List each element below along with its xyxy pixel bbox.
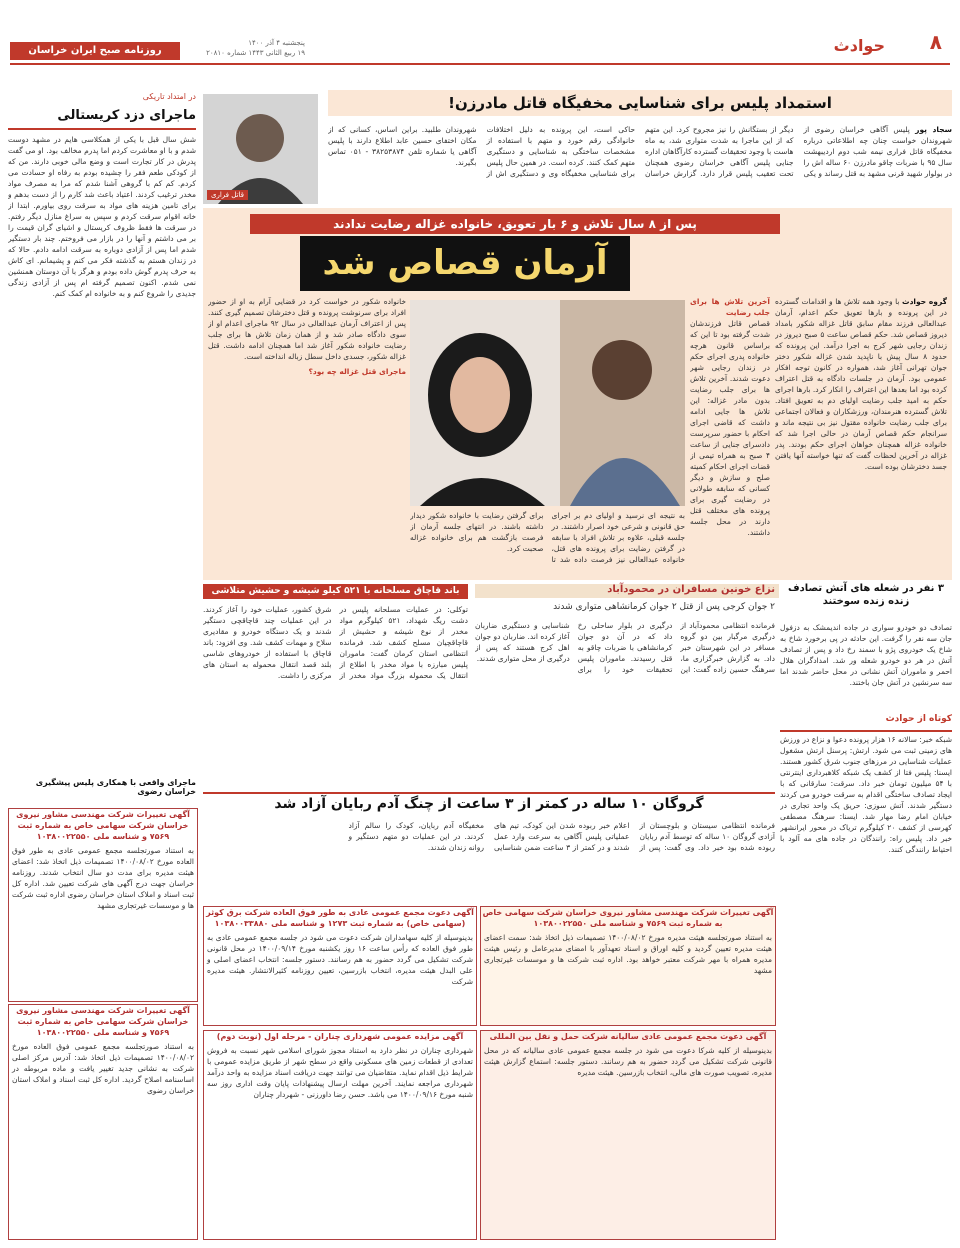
- ad-5: [203, 1030, 477, 1240]
- conflict-subhead: ۲ جوان کرجی پس از قتل ۲ جوان کرمانشاهی متواری شدند: [553, 602, 775, 612]
- accident-headline: ۳ نفر در شعله های آتش تصادف زنده زنده سوختند: [788, 583, 944, 607]
- section-title: حوادث: [833, 36, 885, 55]
- ad-3-body: بدینوسیله از کلیه سهامداران شرکت دعوت می شود در جلسه مجمع عمومی عادی به طور فوق العاده که رأس ساعت ۱۶ روز یکشنبه مورخ ۱۴۰۰/۰۹/۱۴ در محل قانونی شرکت تشکیل می گردد حضور به هم رسانند. دستور جلسه: انتخاب اعضای اصلی و علی البدل هیئت مدیره، انتخاب بازرسین، تعیین روزنامه کثیرالانتشار. هیئت مدیره شرکت: [207, 933, 474, 986]
- ad-1-body: به استناد صورتجلسه مجمع عمومی عادی به طور فوق العاده مورخ ۱۴۰۰/۰۸/۰۲ تصمیمات ذیل اتخاذ شد: اعضای هیئت مدیره برای مدت دو سال انتخاب شدند. روزنامه خراسان جهت درج آگهی های شرکت تعیین شد. اداره کل ثبت اسناد و املاک استان خراسان رضوی اداره ثبت شرکت ها و موسسات غیرتجاری مشهد: [12, 846, 194, 910]
- ad-3: [203, 906, 477, 1026]
- main-kicker: پس از ۸ سال تلاش و ۶ بار تعویق، خانواده غزاله رضایت ندادند: [250, 214, 780, 234]
- sidebar-body: شش سال قبل با یکی از همکلاسی هایم در مشهد دوست شدم و با او معاشرت کردم اما پدرم مخالف بود. او می گفت پدرش در کار تجارت است و وضع مالی خوبی دارند. من که از کودکی طعم فقر را چشیده بودم به رفاه او حسادت می کردم. کم کم با گروهی آشنا شدم که مرا به مصرف مواد مخدر ترغیب کردند. اعتیاد باعث شد کارم را از دست بدهم و برای تامین هزینه های مواد به سرقت روی بیاورم. ابتدا از خانه اقوام سرقت کردم و سپس به سراغ منازل دیگر رفتم. در سرقت ها فقط ظروف کریستال و اشیای گران قیمت را بر می داشتم و آنها را در بازار می فروختم. چند بار دستگیر شدم اما پس از آزادی دوباره به سرقت ادامه دادم. حالا که در زندان هستم به گذشته فکر می کنم و پشیمانم. ای کاش به حرف پدرم گوش داده بودم و هرگز با آن دوستان همنشین نمی شدم. اکنون تصمیم گرفته ام پس از آزادی زندگی جدیدی را شروع کنم و به خانواده ام کمک کنم.: [8, 135, 196, 298]
- main-intro-label: گروه حوادث: [902, 297, 947, 306]
- date-issue: ۱۹ ربیع الثانی ۱۴۴۳ شماره ۲۰۸۱۰: [206, 49, 305, 57]
- main-photo: [410, 300, 685, 506]
- people-photo-icon: [410, 300, 685, 506]
- short-news-title: کوتاه از حوادث: [780, 714, 952, 732]
- main-intro-text: با وجود همه تلاش ها و اقدامات گسترده در این پرونده و بارها تعویق حکم اعدام، آرمان عبدالعالی فرزند مقام سابق قاتل غزاله شکور بامداد دیروز قصاص شد. حکم قصاص ساعت ۵ صبح دیروز در زندان رجایی شهر کرج به اجرا درآمد. این پرونده که حدود ۸ سال پیش با ناپدید شدن غزاله شکور دختر جوان تهرانی آغاز شد، همواره در کانون توجه افکار عمومی بود. آرمان در جلسات دادگاه به قتل اعتراف کرده بود اما بعدها این اعتراف را انکار کرد. بارها اجرای حکم به امید جلب رضایت اولیای دم به تعویق افتاد. تلاش گسترده هنرمندان، ورزشکاران و فعالان اجتماعی برای جلب رضایت خانواده مقتول نیز بی نتیجه ماند و سرانجام حکم قصاص آرمان در حالی اجرا شد که خانواده غزاله همچنان خواهان اجرای حکم بودند. پدر غزاله در آخرین لحظات گفت که تنها خواسته آنها یافتن جسد دخترشان بوده است.: [775, 297, 947, 471]
- ad-6-title: آگهی دعوت مجمع عمومی عادی سالیانه شرکت حمل و نقل بین المللی: [489, 1032, 767, 1041]
- sidebar-title: ماجرای دزد کریستالی: [8, 108, 196, 130]
- short-news-body: شبکه خبر: سالانه ۱۶ هزار پرونده دعوا و نزاع در ورزش های زمینی ثبت می شود. ارتش: پرسنل ارتش مشغول عملیات شناسایی در مرزهای جنوب شرق کشور هستند. ایسنا: پلیس فتا از کشف یک شبکه کلاهبرداری اینترنتی با ۵۴ میلیون تومان خبر داد. سرقت: سارقانی که با ایجاد تصادف ساختگی اقدام به سرقت خودرو می کردند دستگیر شدند. آتش سوزی: حریق یک واحد تجاری در خیابان امام رضا مهار شد. ایسنا: سرهنگ مصطفی کهرسی از کشف ۲۰ کیلوگرم تریاک در محور ایرانشهر خبر داد. پلیس راه: رانندگان در جاده های مه آلود با احتیاط رانندگی کنند.: [780, 735, 952, 854]
- main-column-right: [690, 296, 770, 576]
- main-column-left-text: خانواده شکور در خواست کرد در قضایی آرام به او از حضور افراد برای سرنوشت پرونده و قتل دخترشان تصمیم گیری کنند. پس از اعتراف آرمان عبدالعالی در سال ۹۲ ماجرای اعدام او از سوی دادگاه صادر شد و از همان زمان تلاش ها برای جلب رضایت خانواده شکور آغاز شد اما همچنان ادامه داشت. قتل غزاله شکور، جسدی داخل سطل زباله انداخته است.: [208, 297, 406, 361]
- date-persian: پنجشنبه ۴ آذر ۱۴۰۰: [248, 39, 305, 47]
- header-rule: [10, 63, 950, 65]
- main-column-right-text: قصاص قاتل فرزندشان شدت گرفته بود تا این که براساس قانون هرچه خانواده پدری اجرای حکم در زندان رجایی شهر دعوت شدند. آخرین تلاش ها برای جلب رضایت بدون مادر غزاله: این تلاش ها جایی ادامه داشت که قاضی اجرای احکام با حضور سرپرست دادسرای جنایی از ساعت ۴ صبح به همراه تیمی از قضات اجرای احکام کمیته صلح و سازش و دیگر کسانی که سابقه طولانی در رضایت گیری برای پرونده های مختلف قتل دارند در محل جلسه داشتند.: [690, 319, 770, 537]
- ad-5-body: شهرداری چناران در نظر دارد به استناد مجوز شورای اسلامی شهر نسبت به فروش تعدادی از قطعات زمین های مسکونی واقع در سطح شهر از طریق مزایده عمومی با شرایط ذیل اقدام نماید. متقاضیان می توانند جهت دریافت اسناد مزایده به واحد درآمد شهرداری مراجعه نمایند. آخرین مهلت ارسال پیشنهادات پایان وقت اداری روز سه شنبه مورخ ۱۴۰۰/۰۹/۱۶ می باشد. حسن رضا داورزنی - شهردار چناران: [207, 1046, 473, 1099]
- date-line: [185, 38, 305, 58]
- photo-caption: قاتل فراری: [207, 190, 248, 200]
- ad-2-body: به استناد صورتجلسه مجمع عمومی فوق العاده مورخ ۱۴۰۰/۰۸/۰۲ تصمیمات ذیل اتخاذ شد: آدرس مرکز اصلی شرکت به نشانی جدید تغییر یافت و ماده مربوطه در اساسنامه اصلاح گردید. اداره کل ثبت اسناد و املاک استان خراسان رضوی: [12, 1042, 194, 1095]
- smuggle-headline: باند قاچاق مسلحانه با ۵۲۱ کیلو شیشه و حشیش متلاشی شد: [203, 584, 468, 599]
- accident-body: تصادف دو خودرو سواری در جاده اندیمشک به دزفول جان سه نفر را گرفت. این حادثه در پی برخورد شاخ به شاخ یک خودروی پژو با سمند رخ داد و پس از تصادف آتش در هر دو خودرو شعله ور شد. امدادگران هلال احمر و ماموران آتش نشانی در محل حاضر شدند اما سه سرنشین در آتش جان باختند.: [780, 623, 952, 687]
- hostage-headline: گروگان ۱۰ ساله در کمتر از ۳ ساعت از چنگ آدم ربایان آزاد شد: [203, 792, 775, 818]
- ad-4-title: آگهی تغییرات شرکت مهندسی مشاور نیروی خراسان شرکت سهامی خاص به شماره ثبت ۷۵۶۹ و شناسه ملی ۱۰۳۸۰۰۲۲۵۵۰: [482, 908, 774, 928]
- main-column-mid: به نتیجه ای نرسید و اولیای دم بر اجرای حق قانونی و شرعی خود اصرار داشتند. در جلسه قبلی، علاوه بر تلاش افراد با سابقه در گرفتن رضایت برای پرونده های قتل، خانواده عبدالعالی نیز فرصت داده شد تا برای گرفتن رضایت با خانواده شکور دیدار داشته باشند. در انتهای جلسه آرمان از فرصت بازگشت هم برای خانواده غزاله صحبت کرد.: [410, 511, 685, 564]
- smuggle-body: توکلی: در عملیات مسلحانه پلیس در دشت ریگ شهداد، ۵۲۱ کیلوگرم مواد مخدر از نوع شیشه و حشیش از قاچاقچیان مسلح کشف شد. فرمانده انتظامی استان کرمان گفت: ماموران پلیس مبارزه با مواد مخدر با اطلاع از انتقال یک محموله بزرگ مواد مخدر از شرق کشور، عملیات خود را آغاز کردند. در این عملیات چند قاچاقچی دستگیر شدند و یک دستگاه خودرو و مقادیری سلاح و مهمات کشف شد. وی افزود: باند قاچاق با استفاده از خودروهای شاسی بلند قصد انتقال محموله به استان های مرکزی را داشت.: [203, 605, 468, 680]
- ad-1-title: آگهی تغییرات شرکت مهندسی مشاور نیروی خراسان شرکت سهامی خاص به شماره ثبت ۷۵۶۹ و شناسه ملی ۱۰۳۸۰۰۲۲۵۵۰: [16, 810, 190, 841]
- ad-4-body: به استناد صورتجلسه هیئت مدیره مورخ ۱۴۰۰/۰۸/۰۲ تصمیمات ذیل اتخاذ شد: سمت اعضای هیئت مدیره تعیین گردید و کلیه اوراق و اسناد تعهدآور با امضای مدیرعامل و رئیس هیئت مدیره همراه با مهر شرکت معتبر خواهد بود. اداره ثبت شرکت ها و موسسات غیرتجاری مشهد: [484, 933, 773, 975]
- hostage-body: فرمانده انتظامی سیستان و بلوچستان از آزادی گروگان ۱۰ ساله که توسط آدم ربایان ربوده شده بود خبر داد. وی گفت: پس از اعلام خبر ربوده شدن این کودک، تیم های عملیاتی پلیس آگاهی به سرعت وارد عمل شدند و در کمتر از ۳ ساعت ضمن شناسایی مخفیگاه آدم ربایان، کودک را سالم آزاد کردند. در این عملیات دو متهم دستگیر و روانه زندان شدند.: [348, 821, 775, 852]
- main-intro-column: [775, 296, 947, 576]
- page-number: ۸: [929, 30, 942, 54]
- main-headline: آرمان قصاص شد: [300, 236, 630, 291]
- main-subhead-1: آخرین تلاش ها برای جلب رضایت: [690, 297, 770, 317]
- ad-4: [480, 906, 776, 1026]
- ad-3-title: آگهی دعوت مجمع عمومی عادی به طور فوق العاده شرکت برق کوثر (سهامی خاص) به شماره ثبت ۱۲۷۳ و شناسه ملی ۱۰۳۸۰۰۳۳۸۸۰: [206, 908, 474, 928]
- main-subhead-2: ماجرای قتل غزاله چه بود؟: [308, 367, 406, 376]
- ad-1: [8, 808, 198, 1002]
- lead-headline-box: [328, 90, 952, 116]
- ad-5-title: آگهی مزایده عمومی شهرداری چناران - مرحله اول (نوبت دوم): [216, 1032, 464, 1041]
- main-column-left: [208, 296, 406, 576]
- newspaper-brand: روزنامه صبح ایران خراسان: [10, 42, 180, 60]
- conflict-body: فرمانده انتظامی محمودآباد از درگیری مرگبار بین دو گروه مسافر در این شهرستان خبر داد. به گزارش خبرگزاری ما، سرهنگ حسین زاده گفت: این درگیری در بلوار ساحلی رخ داد که در آن دو جوان کرمانشاهی با ضربات چاقو به قتل رسیدند. ماموران پلیس تحقیقات خود را برای شناسایی و دستگیری ضاربان آغاز کرده اند. ضاربان دو جوان اهل کرج هستند که پس از درگیری از محل متواری شدند.: [475, 621, 775, 674]
- lead-byline: سجاد پور: [915, 125, 952, 134]
- lead-headline: استمداد پلیس برای شناسایی مخفیگاه قاتل مادرزن!: [448, 94, 832, 112]
- lead-text: پلیس آگاهی خراسان رضوی از شهروندان خواست چنان چه اطلاعاتی درباره مخفیگاه قاتل فراری نیمه شب دوم اردیبهشت سال ۹۵ با ضربات چاقو مادرزن ۶۰ ساله اش را در بولوار شهید قرنی مشهد به قتل رساند و یکی دیگر از بستگانش را نیز مجروح کرد. این متهم که از این ماجرا به شدت متواری شد، به ماه هاست با وجود تحقیقات گسترده کارآگاهان اداره جنایی پلیس آگاهی خراسان رضوی همچنان تحت تعقیب پلیس قرار دارد. گزارش خراسان حاکی است، این پرونده به دلیل اختلافات خانوادگی رقم خورد و متهم با استفاده از مشخصات ساختگی به شناسایی و دستگیری متهم کمک کنند. کرده است. در همین حال پلیس برای شناسایی مخفیگاه وی و دستگیری اش از شهروندان طلبید. براین اساس، کسانی که از مکان اختفای حسین عابد اطلاع دارند با پلیس آگاهی یا شماره تلفن ۳۸۲۵۳۸۷۴ - ۰۵۱ تماس بگیرند.: [328, 125, 952, 178]
- sidebar-kicker: در امتداد تاریکی: [142, 92, 196, 101]
- sidebar-credit: ماجرای واقعی با همکاری پلیس پیشگیری خراسان رضوی: [35, 778, 196, 796]
- ad-2: [8, 1004, 198, 1240]
- lead-body: [328, 124, 952, 204]
- conflict-headline: نزاع خونین مسافران در محمودآباد: [475, 584, 779, 598]
- ad-6: [480, 1030, 776, 1240]
- page-header: [0, 0, 960, 62]
- ad-2-title: آگهی تغییرات شرکت مهندسی مشاور نیروی خراسان شرکت سهامی خاص به شماره ثبت ۷۵۶۹ و شناسه ملی ۱۰۳۸۰۰۲۲۵۵۰: [16, 1006, 190, 1037]
- ad-6-body: بدینوسیله از کلیه شرکا دعوت می شود در جلسه مجمع عمومی عادی سالیانه که در محل قانونی شرکت تشکیل می گردد حضور به هم رسانند. دستور جلسه: استماع گزارش هیئت مدیره، تصویب صورت های مالی، انتخاب بازرسین. هیئت مدیره: [484, 1046, 772, 1077]
- portrait-icon: [203, 94, 318, 204]
- suspect-photo: [203, 94, 318, 204]
